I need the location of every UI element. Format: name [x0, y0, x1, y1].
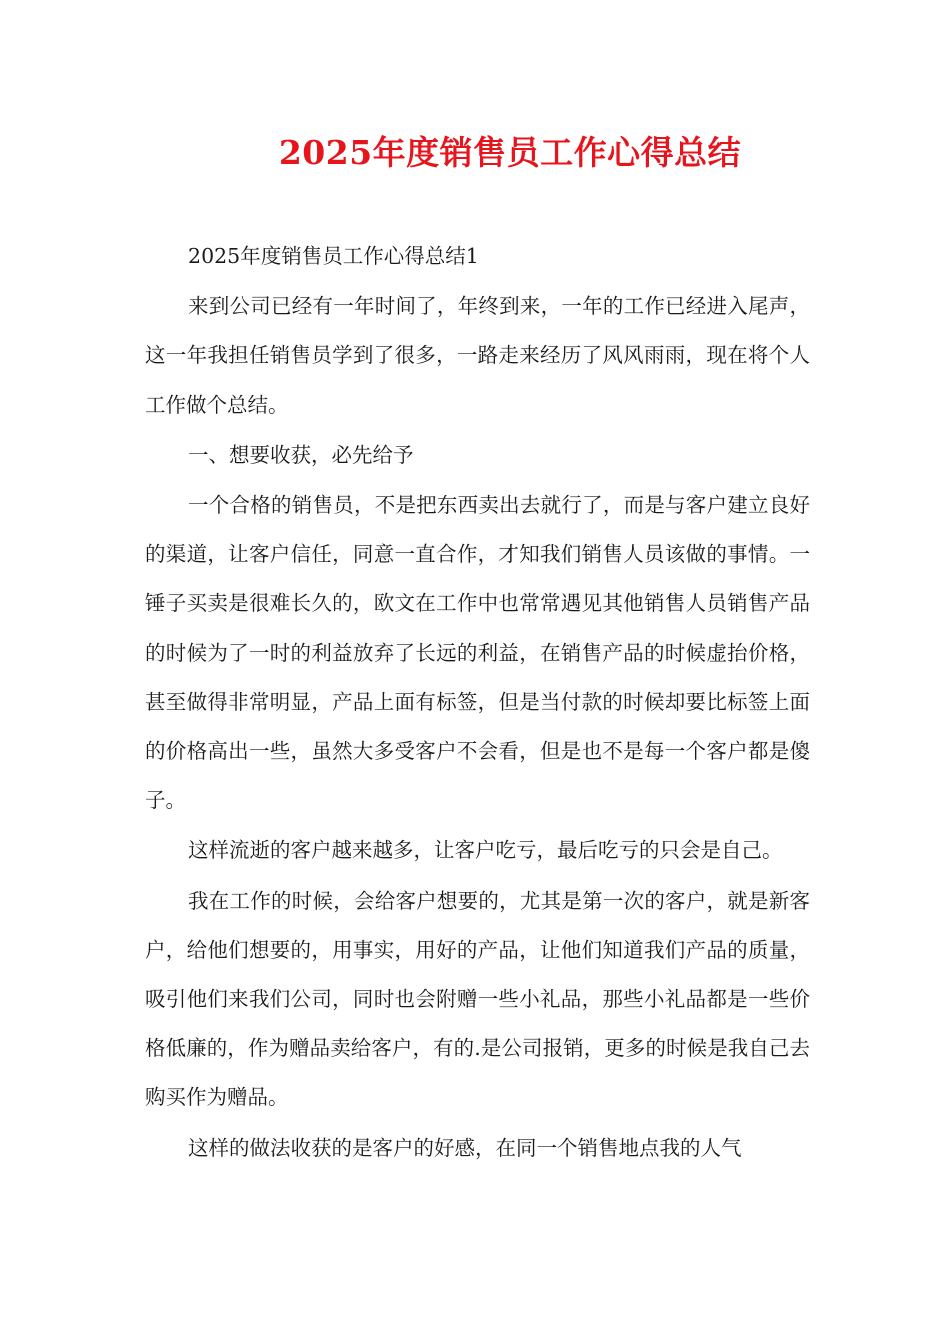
paragraph-body: 这样的做法收获的是客户的好感，在同一个销售地点我的人气 [188, 1135, 742, 1160]
paragraph-body: 一个合格的销售员，不是把东西卖出去就行了，而是与客户建立良好的渠道，让客户信任，同意一直合作，才知我们销售人员该做的事情。一锤子买卖是很难长久的，欧文在工作中也常常遇见其他销售人员销售产品的时候为了一时的利益放弃了长远的利益，在销售产品的时候虚抬价格，甚至做得非常明显，产品上面有标签，但是当付款的时候却要比标签上面的价格高出一些，虽然大多受客户不会看，但是也不是每一个客户都是傻子。 [145, 493, 810, 813]
paragraph-subtitle: 2025年度销售员工作心得总结1 [188, 244, 479, 268]
section-heading: 一、想要收获，必先给予 [188, 442, 414, 467]
document-title: 2025年度销售员工作心得总结 [278, 133, 742, 172]
paragraph-body: 这样流逝的客户越来越多，让客户吃亏，最后吃亏的只会是自己。 [188, 838, 783, 863]
paragraph-body: 我在工作的时候，会给客户想要的，尤其是第一次的客户，就是新客户，给他们想要的，用事实，用好的产品，让他们知道我们产品的质量，吸引他们来我们公司，同时也会附赠一些小礼品，那些小礼品都是一些价格低廉的，作为赠品卖给客户，有的.是公司报销，更多的时候是我自己去购买作为赠品。 [145, 888, 810, 1110]
document-body [145, 232, 810, 1174]
paragraph-intro: 来到公司已经有一年时间了，年终到来，一年的工作已经进入尾声，这一年我担任销售员学到了很多，一路走来经历了风风雨雨，现在将个人工作做个总结。 [145, 294, 810, 417]
